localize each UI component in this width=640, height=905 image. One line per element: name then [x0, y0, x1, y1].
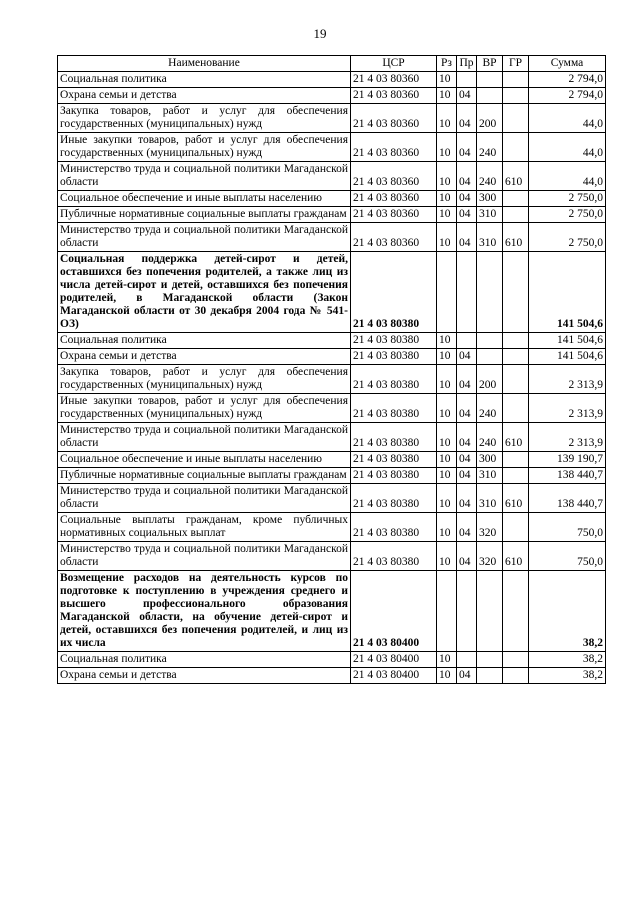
cell-vr	[477, 333, 503, 349]
cell-vr: 310	[477, 207, 503, 223]
cell-pr: 04	[457, 365, 477, 394]
table-row	[58, 652, 606, 668]
cell-name: Публичные нормативные социальные выплаты гражданам	[58, 468, 351, 484]
cell-rz: 10	[437, 652, 457, 668]
cell-rz: 10	[437, 223, 457, 252]
cell-csr: 21 4 03 80360	[351, 207, 437, 223]
cell-name: Иные закупки товаров, работ и услуг для обеспечения государственных (муниципальных) нужд	[58, 133, 351, 162]
cell-gr	[503, 333, 529, 349]
cell-sum: 141 504,6	[529, 333, 606, 349]
cell-vr: 200	[477, 104, 503, 133]
cell-sum: 44,0	[529, 162, 606, 191]
cell-rz: 10	[437, 72, 457, 88]
cell-sum: 2 313,9	[529, 365, 606, 394]
cell-sum: 2 313,9	[529, 394, 606, 423]
cell-name: Социальная политика	[58, 652, 351, 668]
table-row	[58, 365, 606, 394]
table-row	[58, 668, 606, 684]
cell-vr	[477, 571, 503, 652]
cell-name: Министерство труда и социальной политики Магаданской области	[58, 423, 351, 452]
cell-pr: 04	[457, 133, 477, 162]
cell-csr: 21 4 03 80400	[351, 652, 437, 668]
cell-vr: 300	[477, 452, 503, 468]
cell-sum: 750,0	[529, 513, 606, 542]
cell-rz: 10	[437, 484, 457, 513]
cell-rz: 10	[437, 452, 457, 468]
cell-rz	[437, 252, 457, 333]
cell-vr	[477, 252, 503, 333]
table-row	[58, 88, 606, 104]
cell-pr: 04	[457, 394, 477, 423]
cell-vr	[477, 88, 503, 104]
table-row	[58, 484, 606, 513]
cell-csr: 21 4 03 80380	[351, 513, 437, 542]
table-row	[58, 394, 606, 423]
table-row	[58, 513, 606, 542]
cell-pr: 04	[457, 452, 477, 468]
cell-pr	[457, 333, 477, 349]
table-row	[58, 191, 606, 207]
table-row	[58, 349, 606, 365]
cell-sum: 38,2	[529, 652, 606, 668]
cell-name: Закупка товаров, работ и услуг для обеспечения государственных (муниципальных) нужд	[58, 365, 351, 394]
cell-csr: 21 4 03 80380	[351, 333, 437, 349]
cell-name: Социальная политика	[58, 72, 351, 88]
cell-name: Социальная политика	[58, 333, 351, 349]
table-row	[58, 468, 606, 484]
cell-pr	[457, 252, 477, 333]
cell-pr	[457, 571, 477, 652]
cell-name: Иные закупки товаров, работ и услуг для обеспечения государственных (муниципальных) нужд	[58, 394, 351, 423]
cell-csr: 21 4 03 80360	[351, 104, 437, 133]
cell-csr: 21 4 03 80380	[351, 394, 437, 423]
cell-sum: 38,2	[529, 668, 606, 684]
cell-rz: 10	[437, 668, 457, 684]
cell-gr: 610	[503, 423, 529, 452]
cell-csr: 21 4 03 80400	[351, 668, 437, 684]
cell-rz: 10	[437, 162, 457, 191]
cell-vr: 320	[477, 542, 503, 571]
header-name: Наименование	[58, 56, 351, 72]
header-pr: Пр	[457, 56, 477, 72]
cell-rz: 10	[437, 394, 457, 423]
cell-pr: 04	[457, 207, 477, 223]
table-row	[58, 452, 606, 468]
cell-sum: 38,2	[529, 571, 606, 652]
cell-gr	[503, 571, 529, 652]
cell-gr	[503, 191, 529, 207]
cell-sum: 2 313,9	[529, 423, 606, 452]
table-row	[58, 133, 606, 162]
cell-vr	[477, 652, 503, 668]
cell-rz: 10	[437, 207, 457, 223]
cell-pr: 04	[457, 349, 477, 365]
cell-rz: 10	[437, 104, 457, 133]
cell-name: Социальное обеспечение и иные выплаты населению	[58, 452, 351, 468]
cell-sum: 2 750,0	[529, 207, 606, 223]
header-vr: ВР	[477, 56, 503, 72]
table-row	[58, 542, 606, 571]
cell-sum: 141 504,6	[529, 349, 606, 365]
cell-pr: 04	[457, 484, 477, 513]
cell-sum: 44,0	[529, 133, 606, 162]
cell-csr: 21 4 03 80360	[351, 133, 437, 162]
header-gr: ГР	[503, 56, 529, 72]
cell-pr: 04	[457, 468, 477, 484]
cell-csr: 21 4 03 80360	[351, 223, 437, 252]
cell-gr	[503, 133, 529, 162]
cell-csr: 21 4 03 80380	[351, 452, 437, 468]
cell-rz: 10	[437, 191, 457, 207]
cell-vr: 320	[477, 513, 503, 542]
cell-vr: 200	[477, 365, 503, 394]
cell-csr: 21 4 03 80380	[351, 252, 437, 333]
cell-gr	[503, 207, 529, 223]
cell-csr: 21 4 03 80400	[351, 571, 437, 652]
cell-gr	[503, 104, 529, 133]
cell-gr	[503, 252, 529, 333]
cell-rz: 10	[437, 542, 457, 571]
cell-pr: 04	[457, 88, 477, 104]
cell-sum: 2 794,0	[529, 88, 606, 104]
cell-csr: 21 4 03 80380	[351, 349, 437, 365]
cell-pr: 04	[457, 223, 477, 252]
table-row	[58, 333, 606, 349]
cell-sum: 138 440,7	[529, 468, 606, 484]
cell-pr: 04	[457, 513, 477, 542]
cell-csr: 21 4 03 80360	[351, 162, 437, 191]
cell-rz: 10	[437, 333, 457, 349]
cell-name: Министерство труда и социальной политики Магаданской области	[58, 484, 351, 513]
cell-vr: 300	[477, 191, 503, 207]
table-row	[58, 162, 606, 191]
cell-pr	[457, 652, 477, 668]
cell-sum: 141 504,6	[529, 252, 606, 333]
cell-name: Министерство труда и социальной политики Магаданской области	[58, 223, 351, 252]
cell-sum: 138 440,7	[529, 484, 606, 513]
table-row	[58, 252, 606, 333]
cell-vr: 310	[477, 223, 503, 252]
cell-sum: 750,0	[529, 542, 606, 571]
cell-name: Социальное обеспечение и иные выплаты населению	[58, 191, 351, 207]
cell-gr: 610	[503, 162, 529, 191]
cell-sum: 44,0	[529, 104, 606, 133]
cell-csr: 21 4 03 80380	[351, 484, 437, 513]
table-row	[58, 423, 606, 452]
cell-gr	[503, 468, 529, 484]
cell-rz: 10	[437, 365, 457, 394]
cell-rz: 10	[437, 133, 457, 162]
cell-name: Публичные нормативные социальные выплаты гражданам	[58, 207, 351, 223]
cell-pr: 04	[457, 542, 477, 571]
header-sum: Сумма	[529, 56, 606, 72]
cell-sum: 2 750,0	[529, 191, 606, 207]
header-csr: ЦСР	[351, 56, 437, 72]
cell-rz: 10	[437, 468, 457, 484]
cell-gr	[503, 394, 529, 423]
cell-vr: 240	[477, 162, 503, 191]
cell-vr	[477, 668, 503, 684]
table-row	[58, 104, 606, 133]
table-row	[58, 72, 606, 88]
cell-csr: 21 4 03 80380	[351, 542, 437, 571]
cell-name: Закупка товаров, работ и услуг для обеспечения государственных (муниципальных) нужд	[58, 104, 351, 133]
cell-name: Социальная поддержка детей-сирот и детей, оставшихся без попечения родителей, а также лиц из числа детей-сирот и детей, оставшихся без попечения родителей, в Магаданской области (Закон Магаданской области от 30 декабря 2004 года № 541-ОЗ)	[58, 252, 351, 333]
table-row	[58, 207, 606, 223]
cell-csr: 21 4 03 80380	[351, 468, 437, 484]
cell-csr: 21 4 03 80380	[351, 423, 437, 452]
cell-rz: 10	[437, 349, 457, 365]
table-row	[58, 571, 606, 652]
cell-name: Возмещение расходов на деятельность курсов по подготовке к поступлению в учреждения среднего и высшего профессионального образования Магаданской области, на обучение детей-сирот и детей, оставшихся без попечения родителей, и лиц из их числа	[58, 571, 351, 652]
table-header-row	[58, 56, 606, 72]
cell-vr	[477, 349, 503, 365]
cell-gr	[503, 72, 529, 88]
cell-rz: 10	[437, 513, 457, 542]
page-number: 19	[313, 26, 327, 41]
cell-rz	[437, 571, 457, 652]
cell-csr: 21 4 03 80360	[351, 191, 437, 207]
cell-csr: 21 4 03 80360	[351, 72, 437, 88]
cell-gr	[503, 668, 529, 684]
cell-pr: 04	[457, 423, 477, 452]
cell-vr: 310	[477, 468, 503, 484]
cell-gr	[503, 652, 529, 668]
cell-vr: 240	[477, 133, 503, 162]
cell-gr	[503, 88, 529, 104]
cell-sum: 139 190,7	[529, 452, 606, 468]
cell-sum: 2 750,0	[529, 223, 606, 252]
cell-gr	[503, 452, 529, 468]
cell-rz: 10	[437, 88, 457, 104]
cell-name: Охрана семьи и детства	[58, 668, 351, 684]
cell-pr	[457, 72, 477, 88]
cell-vr	[477, 72, 503, 88]
cell-vr: 240	[477, 394, 503, 423]
cell-pr: 04	[457, 668, 477, 684]
cell-gr	[503, 349, 529, 365]
cell-pr: 04	[457, 191, 477, 207]
cell-pr: 04	[457, 162, 477, 191]
cell-name: Министерство труда и социальной политики Магаданской области	[58, 162, 351, 191]
cell-name: Охрана семьи и детства	[58, 349, 351, 365]
cell-name: Министерство труда и социальной политики Магаданской области	[58, 542, 351, 571]
cell-rz: 10	[437, 423, 457, 452]
cell-gr: 610	[503, 484, 529, 513]
cell-vr: 310	[477, 484, 503, 513]
cell-name: Охрана семьи и детства	[58, 88, 351, 104]
cell-gr: 610	[503, 223, 529, 252]
cell-gr	[503, 513, 529, 542]
cell-pr: 04	[457, 104, 477, 133]
cell-name: Социальные выплаты гражданам, кроме публичных нормативных социальных выплат	[58, 513, 351, 542]
header-rz: Рз	[437, 56, 457, 72]
cell-gr	[503, 365, 529, 394]
cell-gr: 610	[503, 542, 529, 571]
cell-vr: 240	[477, 423, 503, 452]
cell-csr: 21 4 03 80360	[351, 88, 437, 104]
table-row	[58, 223, 606, 252]
cell-csr: 21 4 03 80380	[351, 365, 437, 394]
budget-table	[57, 55, 606, 684]
cell-sum: 2 794,0	[529, 72, 606, 88]
